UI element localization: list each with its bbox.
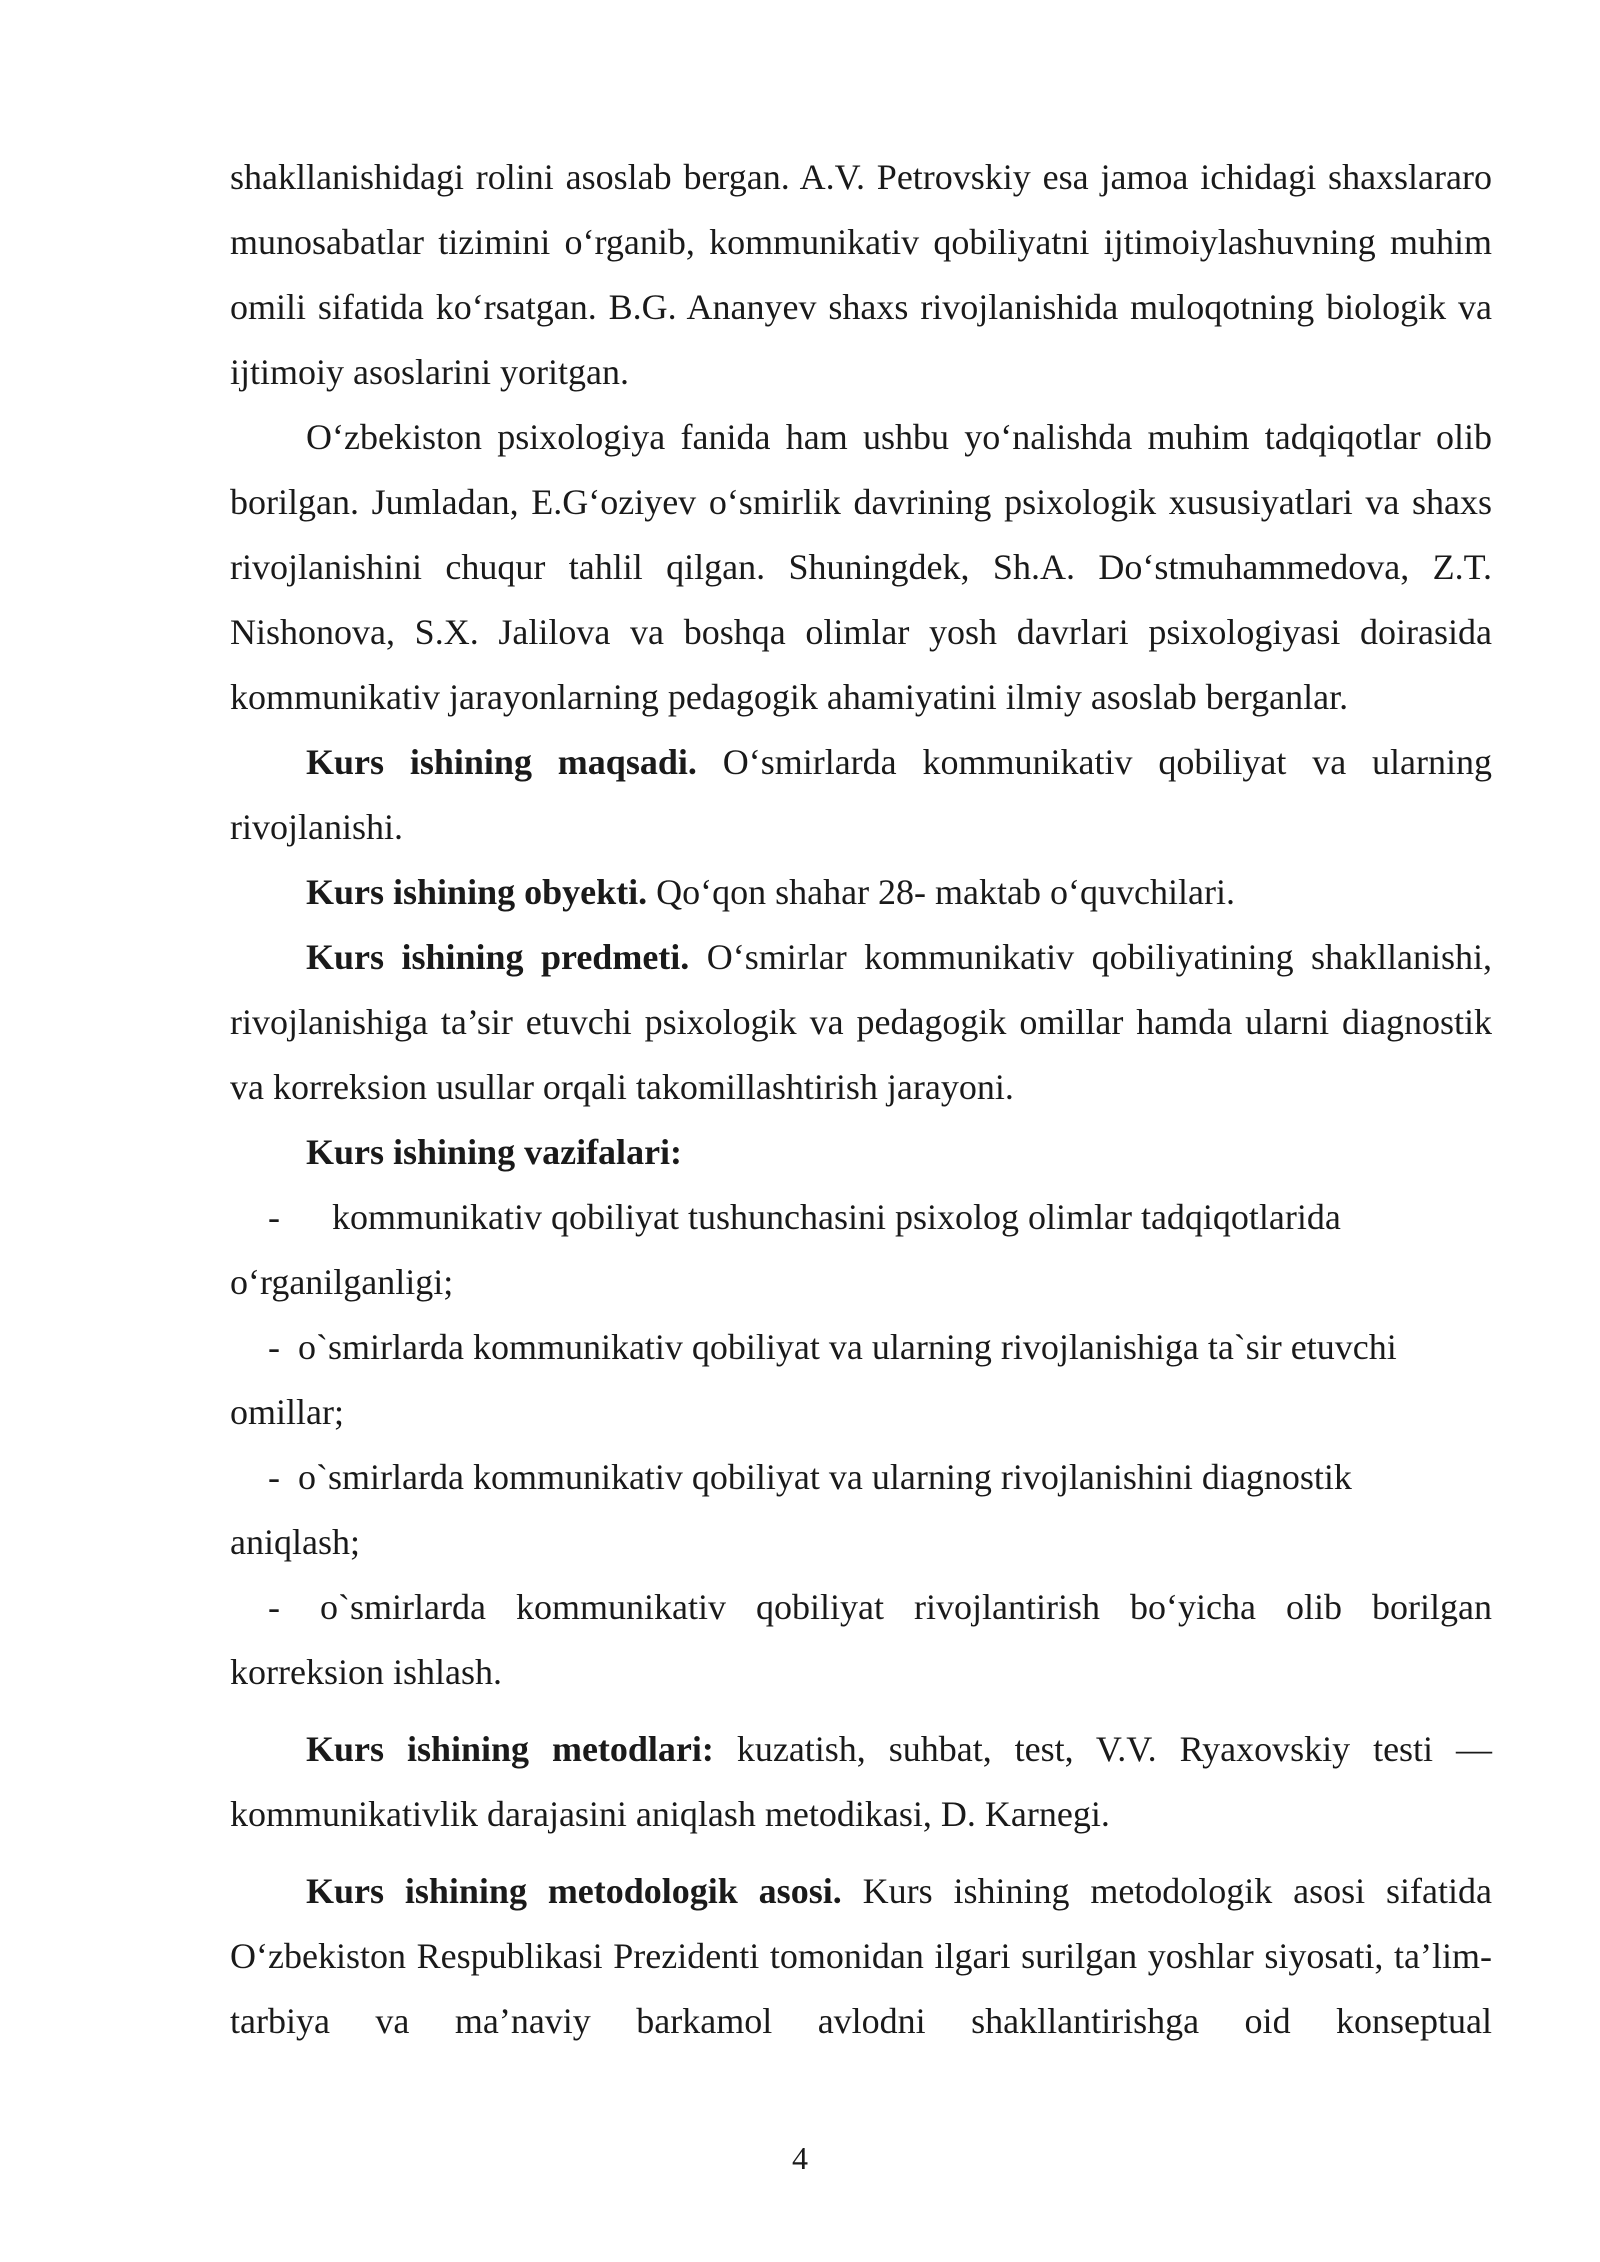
list-item-continuation: aniqlash; [230, 1522, 360, 1562]
list-item-continuation: o‘rganilganligi; [230, 1262, 454, 1302]
task-list [230, 1185, 1492, 1705]
list-item-text: kommunikativ qobiliyat tushunchasini psixolog olimlar tadqiqotlarida [332, 1197, 1341, 1237]
section-methods-label: Kurs ishining metodlari: [306, 1729, 714, 1769]
section-goal-label: Kurs ishining maqsadi. [306, 742, 697, 782]
list-item [230, 1315, 1492, 1445]
section-goal [230, 730, 1492, 860]
list-item-text: o`smirlarda kommunikativ qobiliyat va ularning rivojlanishini diagnostik [298, 1457, 1352, 1497]
section-subject [230, 925, 1492, 1120]
section-methods [230, 1717, 1492, 1847]
document-page [230, 145, 1492, 2054]
list-item-continuation: omillar; [230, 1392, 344, 1432]
list-item-line [230, 1185, 1492, 1250]
list-item-dash: - [268, 1587, 280, 1627]
section-tasks-heading: Kurs ishining vazifalari: [306, 1132, 683, 1172]
section-methodology-label: Kurs ishining metodologik asosi. [306, 1871, 842, 1911]
list-item-dash: - [268, 1457, 280, 1497]
section-object-text: Qo‘qon shahar 28- maktab o‘quvchilari. [647, 872, 1235, 912]
paragraph-intro: shakllanishidagi rolini asoslab bergan. A.V. Petrovskiy esa jamoa ichidagi shaxslararo munosabatlar tizimini o‘rganib, kommunikativ qobiliyatni ijtimoiylashuvning muhim omili sifatida ko‘rsatgan. B.G. Ananyev shaxs rivojlanishida muloqotning biologik va ijtimoiy asoslarini yoritgan. [230, 157, 1492, 392]
list-item-line [230, 1315, 1492, 1380]
list-item [230, 1445, 1492, 1575]
section-object-label: Kurs ishining obyekti. [306, 872, 648, 912]
list-item [230, 1575, 1492, 1705]
section-goal-text: O‘smirlarda kommunikativ qobiliyat va ularning rivojlanishi. [230, 742, 1493, 847]
section-object [230, 860, 1492, 925]
list-item-line [230, 1575, 1492, 1640]
page-number: 4 [792, 2140, 808, 2176]
section-methodology [230, 1859, 1492, 2054]
section-methods-text: kuzatish, suhbat, test, V.V. Ryaxovskiy testi — kommunikativlik darajasini aniqlash metodikasi, D. Karnegi. [230, 1729, 1492, 1834]
list-item-text: o`smirlarda kommunikativ qobiliyat va ularning rivojlanishiga ta`sir etuvchi [298, 1327, 1397, 1367]
paragraph-uzbek-research: O‘zbekiston psixologiya fanida ham ushbu yo‘nalishda muhim tadqiqotlar olib borilgan. Jumladan, E.G‘oziyev o‘smirlik davrining psixologik xususiyatlari va shaxs rivojlanishini chuqur tahlil qilgan. Shuningdek, Sh.A. Do‘stmuhammedova, Z.T. Nishonova, S.X. Jalilova va boshqa olimlar yosh davrlari psixologiyasi doirasida kommunikativ jarayonlarning pedagogik ahamiyatini ilmiy asoslab berganlar. [230, 417, 1492, 717]
list-item [230, 1185, 1492, 1315]
list-item-dash: - [268, 1197, 280, 1237]
section-subject-text: O‘smirlar kommunikativ qobiliyatining shakllanishi, rivojlanishiga ta’sir etuvchi psixologik va pedagogik omillar hamda ularni diagnostik va korreksion usullar orqali takomillashtirish jarayoni. [230, 937, 1492, 1107]
list-item-text: o`smirlarda kommunikativ qobiliyat rivojlantirish bo‘yicha olib borilgan [320, 1587, 1492, 1627]
list-item-dash: - [268, 1327, 280, 1367]
section-methodology-text: Kurs ishining metodologik asosi sifatida O‘zbekiston Respublikasi Prezidenti tomonidan ilgari surilgan yoshlar siyosati, ta’lim-tarbiya va ma’naviy barkamol avlodni shakllantirishga oid konseptual [230, 1871, 1492, 2041]
list-item-line [230, 1445, 1492, 1510]
section-subject-label: Kurs ishining predmeti. [306, 937, 690, 977]
list-item-continuation: korreksion ishlash. [230, 1652, 502, 1692]
